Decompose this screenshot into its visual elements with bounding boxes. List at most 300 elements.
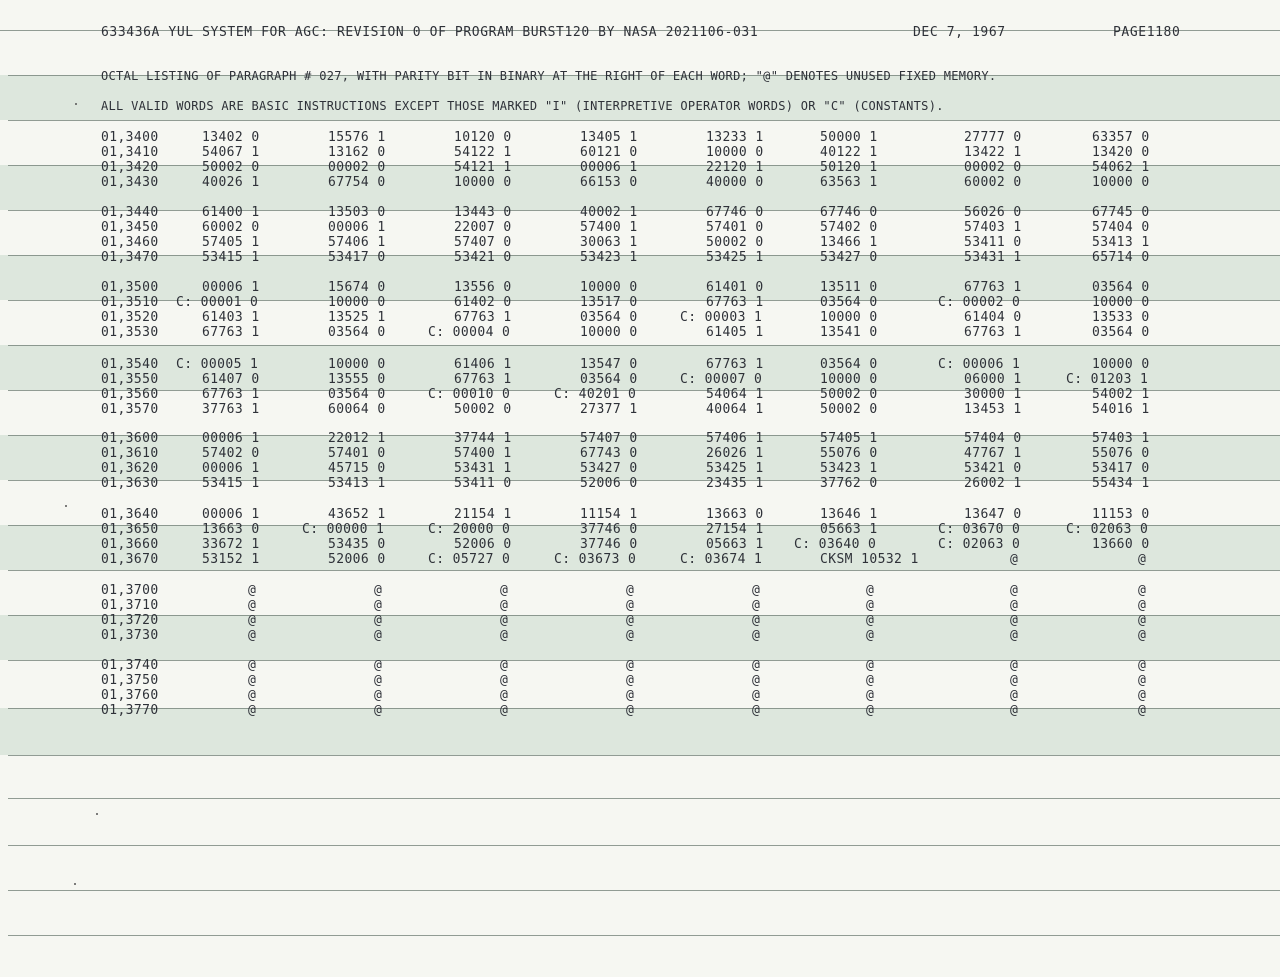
memory-word: 23435 1	[706, 476, 764, 491]
memory-word: 13663 0	[706, 507, 764, 522]
memory-word: C: 20000 0	[428, 522, 511, 537]
memory-word: @	[374, 628, 383, 643]
listing-row	[0, 673, 1280, 688]
memory-word: @	[1010, 552, 1019, 567]
memory-word: 61403 1	[202, 310, 260, 325]
memory-word: 53427 0	[580, 461, 638, 476]
row-address: 01,3600	[101, 431, 159, 446]
memory-word: 53411 0	[964, 235, 1022, 250]
memory-word: 57405 1	[820, 431, 878, 446]
row-address: 01,3620	[101, 461, 159, 476]
memory-word: 26002 1	[964, 476, 1022, 491]
paper-speck	[96, 813, 98, 815]
description-line-1: OCTAL LISTING OF PARAGRAPH # 027, WITH PARITY BIT IN BINARY AT THE RIGHT OF EACH WORD; "@" DENOTES UNUSED FIXED MEMORY.	[101, 69, 997, 83]
memory-word: 57406 1	[706, 431, 764, 446]
listing-row	[0, 431, 1280, 446]
memory-word: @	[866, 628, 875, 643]
listing-row	[0, 235, 1280, 250]
row-address: 01,3710	[101, 598, 159, 613]
memory-word: 00006 1	[202, 507, 260, 522]
memory-word: 45715 0	[328, 461, 386, 476]
memory-word: @	[248, 658, 257, 673]
memory-word: 61404 0	[964, 310, 1022, 325]
row-address: 01,3540	[101, 357, 159, 372]
memory-word: @	[500, 613, 509, 628]
memory-word: @	[752, 688, 761, 703]
memory-word: 53421 0	[454, 250, 512, 265]
listing-row	[0, 446, 1280, 461]
row-address: 01,3420	[101, 160, 159, 175]
memory-word: 33672 1	[202, 537, 260, 552]
memory-word: @	[248, 613, 257, 628]
row-address: 01,3560	[101, 387, 159, 402]
memory-word: 57401 0	[706, 220, 764, 235]
listing-row	[0, 628, 1280, 643]
memory-word: @	[626, 583, 635, 598]
memory-word: 61400 1	[202, 205, 260, 220]
memory-word: 67763 1	[202, 325, 260, 340]
memory-word: 10000 0	[1092, 175, 1150, 190]
memory-word: 67745 0	[1092, 205, 1150, 220]
memory-word: @	[866, 673, 875, 688]
listing-row	[0, 310, 1280, 325]
ruling-line	[8, 890, 1280, 891]
memory-word: CKSM 10532 1	[820, 552, 919, 567]
row-address: 01,3470	[101, 250, 159, 265]
memory-word: 13660 0	[1092, 537, 1150, 552]
memory-word: @	[374, 583, 383, 598]
listing-row	[0, 145, 1280, 160]
memory-word: 53417 0	[1092, 461, 1150, 476]
listing-row	[0, 325, 1280, 340]
memory-word: 57407 0	[580, 431, 638, 446]
memory-word: @	[248, 628, 257, 643]
memory-word: @	[1138, 613, 1147, 628]
memory-word: @	[248, 673, 257, 688]
memory-word: @	[1138, 703, 1147, 718]
memory-word: @	[626, 688, 635, 703]
memory-word: 63357 0	[1092, 130, 1150, 145]
listing-date: DEC 7, 1967	[913, 25, 1006, 40]
memory-word: @	[374, 613, 383, 628]
memory-word: 56026 0	[964, 205, 1022, 220]
memory-word: 10000 0	[328, 357, 386, 372]
ruling-line	[8, 935, 1280, 936]
memory-word: 57400 1	[454, 446, 512, 461]
memory-word: 00006 1	[202, 461, 260, 476]
memory-word: 40002 1	[580, 205, 638, 220]
memory-word: 37763 1	[202, 402, 260, 417]
memory-word: 50002 0	[454, 402, 512, 417]
memory-word: @	[752, 703, 761, 718]
listing-row	[0, 175, 1280, 190]
memory-word: 66153 0	[580, 175, 638, 190]
ruling-line	[8, 798, 1280, 799]
memory-word: 67743 0	[580, 446, 638, 461]
memory-word: 00006 1	[328, 220, 386, 235]
row-address: 01,3430	[101, 175, 159, 190]
memory-word: C: 00010 0	[428, 387, 511, 402]
memory-word: 13547 0	[580, 357, 638, 372]
memory-word: 03564 0	[328, 325, 386, 340]
memory-word: 67763 1	[202, 387, 260, 402]
memory-word: C: 00001 0	[176, 295, 259, 310]
memory-word: 61405 1	[706, 325, 764, 340]
memory-word: 57405 1	[202, 235, 260, 250]
memory-word: 67763 1	[454, 310, 512, 325]
memory-word: @	[752, 628, 761, 643]
memory-word: 52006 0	[454, 537, 512, 552]
ruling-line	[8, 570, 1280, 571]
memory-word: 05663 1	[820, 522, 878, 537]
memory-word: C: 00004 0	[428, 325, 511, 340]
row-address: 01,3640	[101, 507, 159, 522]
memory-word: 67763 1	[706, 295, 764, 310]
memory-word: 50002 0	[706, 235, 764, 250]
memory-word: C: 00003 1	[680, 310, 763, 325]
memory-word: 53413 1	[1092, 235, 1150, 250]
memory-word: 63563 1	[820, 175, 878, 190]
memory-word: @	[626, 658, 635, 673]
memory-word: 57404 0	[1092, 220, 1150, 235]
listing-row	[0, 205, 1280, 220]
memory-word: C: 02063 0	[1066, 522, 1149, 537]
memory-word: 11153 0	[1092, 507, 1150, 522]
row-address: 01,3730	[101, 628, 159, 643]
memory-word: C: 01203 1	[1066, 372, 1149, 387]
row-address: 01,3400	[101, 130, 159, 145]
memory-word: 15674 0	[328, 280, 386, 295]
memory-word: 22007 0	[454, 220, 512, 235]
memory-word: @	[752, 613, 761, 628]
memory-word: 40026 1	[202, 175, 260, 190]
memory-word: 53423 1	[820, 461, 878, 476]
memory-word: 03564 0	[328, 387, 386, 402]
memory-word: @	[1138, 598, 1147, 613]
ruling-line	[8, 345, 1280, 346]
memory-word: @	[500, 628, 509, 643]
memory-word: 57402 0	[202, 446, 260, 461]
memory-word: 57406 1	[328, 235, 386, 250]
memory-word: 37746 0	[580, 522, 638, 537]
memory-word: 61402 0	[454, 295, 512, 310]
listing-row	[0, 295, 1280, 310]
memory-word: 37744 1	[454, 431, 512, 446]
memory-word: @	[866, 658, 875, 673]
memory-word: 13162 0	[328, 145, 386, 160]
memory-word: 50120 1	[820, 160, 878, 175]
memory-word: 03564 0	[580, 372, 638, 387]
listing-row	[0, 507, 1280, 522]
memory-word: C: 05727 0	[428, 552, 511, 567]
listing-row	[0, 387, 1280, 402]
memory-word: 03564 0	[1092, 280, 1150, 295]
memory-word: @	[1010, 658, 1019, 673]
memory-word: 03564 0	[580, 310, 638, 325]
row-address: 01,3450	[101, 220, 159, 235]
memory-word: 65714 0	[1092, 250, 1150, 265]
memory-word: 13556 0	[454, 280, 512, 295]
memory-word: 57401 0	[328, 446, 386, 461]
row-address: 01,3410	[101, 145, 159, 160]
memory-word: 10000 0	[580, 325, 638, 340]
memory-word: 53417 0	[328, 250, 386, 265]
memory-word: @	[248, 688, 257, 703]
memory-word: 00006 1	[580, 160, 638, 175]
memory-word: 13533 0	[1092, 310, 1150, 325]
memory-word: @	[752, 583, 761, 598]
row-address: 01,3520	[101, 310, 159, 325]
memory-word: 61406 1	[454, 357, 512, 372]
memory-word: @	[1010, 673, 1019, 688]
memory-word: @	[500, 703, 509, 718]
memory-word: 53413 1	[328, 476, 386, 491]
memory-word: 40064 1	[706, 402, 764, 417]
row-address: 01,3660	[101, 537, 159, 552]
memory-word: @	[500, 583, 509, 598]
memory-word: C: 02063 0	[938, 537, 1021, 552]
memory-word: 67746 0	[706, 205, 764, 220]
memory-word: @	[626, 673, 635, 688]
memory-word: 13233 1	[706, 130, 764, 145]
memory-word: 13453 1	[964, 402, 1022, 417]
memory-word: 54064 1	[706, 387, 764, 402]
memory-word: 53427 0	[820, 250, 878, 265]
memory-word: 27377 1	[580, 402, 638, 417]
memory-word: @	[1138, 552, 1147, 567]
row-address: 01,3530	[101, 325, 159, 340]
memory-word: @	[500, 688, 509, 703]
memory-word: 53431 1	[454, 461, 512, 476]
memory-word: @	[752, 598, 761, 613]
memory-word: C: 03673 0	[554, 552, 637, 567]
memory-word: 53435 0	[328, 537, 386, 552]
memory-word: @	[626, 703, 635, 718]
row-address: 01,3670	[101, 552, 159, 567]
row-address: 01,3570	[101, 402, 159, 417]
memory-word: 13517 0	[580, 295, 638, 310]
memory-word: 54121 1	[454, 160, 512, 175]
row-address: 01,3610	[101, 446, 159, 461]
memory-word: 10000 0	[328, 295, 386, 310]
memory-word: 13466 1	[820, 235, 878, 250]
memory-word: 15576 1	[328, 130, 386, 145]
memory-word: @	[374, 688, 383, 703]
memory-word: @	[248, 703, 257, 718]
memory-word: 67754 0	[328, 175, 386, 190]
memory-word: @	[866, 703, 875, 718]
memory-word: @	[1010, 598, 1019, 613]
listing-row	[0, 250, 1280, 265]
memory-word: 13525 1	[328, 310, 386, 325]
memory-word: C: 00005 1	[176, 357, 259, 372]
listing-row	[0, 583, 1280, 598]
memory-word: 67763 1	[964, 325, 1022, 340]
memory-word: C: 40201 0	[554, 387, 637, 402]
memory-word: 54002 1	[1092, 387, 1150, 402]
memory-word: @	[626, 598, 635, 613]
row-address: 01,3440	[101, 205, 159, 220]
memory-word: 52006 0	[328, 552, 386, 567]
listing-row	[0, 402, 1280, 417]
memory-word: @	[374, 673, 383, 688]
memory-word: 54122 1	[454, 145, 512, 160]
row-address: 01,3700	[101, 583, 159, 598]
memory-word: @	[1138, 628, 1147, 643]
memory-word: @	[500, 658, 509, 673]
memory-word: @	[374, 598, 383, 613]
memory-word: @	[752, 658, 761, 673]
memory-word: 13420 0	[1092, 145, 1150, 160]
row-address: 01,3720	[101, 613, 159, 628]
memory-word: @	[1010, 583, 1019, 598]
memory-word: C: 00007 0	[680, 372, 763, 387]
memory-word: 00006 1	[202, 280, 260, 295]
memory-word: C: 00000 1	[302, 522, 385, 537]
page-number: PAGE1180	[1113, 25, 1181, 40]
memory-word: @	[866, 583, 875, 598]
paper-speck	[75, 103, 77, 105]
listing-row	[0, 372, 1280, 387]
memory-word: 13663 0	[202, 522, 260, 537]
memory-word: 13402 0	[202, 130, 260, 145]
listing-row	[0, 476, 1280, 491]
memory-word: 60002 0	[202, 220, 260, 235]
memory-word: 67763 1	[454, 372, 512, 387]
paper-speck	[74, 883, 76, 885]
memory-word: 03564 0	[1092, 325, 1150, 340]
memory-word: @	[866, 598, 875, 613]
memory-word: 13511 0	[820, 280, 878, 295]
memory-word: 27154 1	[706, 522, 764, 537]
memory-word: 55434 1	[1092, 476, 1150, 491]
row-address: 01,3500	[101, 280, 159, 295]
memory-word: 40122 1	[820, 145, 878, 160]
memory-word: 53425 1	[706, 461, 764, 476]
ruling-line	[8, 845, 1280, 846]
memory-word: C: 00002 0	[938, 295, 1021, 310]
memory-word: 13541 0	[820, 325, 878, 340]
memory-word: @	[1138, 658, 1147, 673]
memory-word: 00006 1	[202, 431, 260, 446]
memory-word: @	[500, 673, 509, 688]
listing-row	[0, 552, 1280, 567]
listing-row	[0, 703, 1280, 718]
memory-word: 53421 0	[964, 461, 1022, 476]
memory-word: 37762 0	[820, 476, 878, 491]
memory-word: @	[1138, 688, 1147, 703]
memory-word: 10000 0	[1092, 357, 1150, 372]
memory-word: 53152 1	[202, 552, 260, 567]
memory-word: 53431 1	[964, 250, 1022, 265]
memory-word: 60121 0	[580, 145, 638, 160]
memory-word: 57400 1	[580, 220, 638, 235]
listing-row	[0, 658, 1280, 673]
memory-word: 11154 1	[580, 507, 638, 522]
memory-word: 60064 0	[328, 402, 386, 417]
memory-word: 55076 0	[1092, 446, 1150, 461]
row-address: 01,3740	[101, 658, 159, 673]
memory-word: 22012 1	[328, 431, 386, 446]
memory-word: 26026 1	[706, 446, 764, 461]
row-address: 01,3770	[101, 703, 159, 718]
memory-word: 50002 0	[202, 160, 260, 175]
row-address: 01,3550	[101, 372, 159, 387]
memory-word: 06000 1	[964, 372, 1022, 387]
memory-word: C: 03674 1	[680, 552, 763, 567]
memory-word: @	[866, 688, 875, 703]
memory-word: 10000 0	[580, 280, 638, 295]
listing-row	[0, 522, 1280, 537]
memory-word: @	[626, 628, 635, 643]
memory-word: @	[1010, 703, 1019, 718]
memory-word: 52006 0	[580, 476, 638, 491]
memory-word: 27777 0	[964, 130, 1022, 145]
memory-word: 53425 1	[706, 250, 764, 265]
memory-word: @	[626, 613, 635, 628]
memory-word: 50000 1	[820, 130, 878, 145]
memory-word: 54016 1	[1092, 402, 1150, 417]
listing-row	[0, 598, 1280, 613]
memory-word: C: 00006 1	[938, 357, 1021, 372]
listing-row	[0, 160, 1280, 175]
row-address: 01,3760	[101, 688, 159, 703]
listing-row	[0, 280, 1280, 295]
memory-word: 10000 0	[1092, 295, 1150, 310]
memory-word: 40000 0	[706, 175, 764, 190]
row-address: 01,3630	[101, 476, 159, 491]
listing-row	[0, 220, 1280, 235]
memory-word: @	[374, 703, 383, 718]
memory-word: 54067 1	[202, 145, 260, 160]
memory-word: 60002 0	[964, 175, 1022, 190]
memory-word: 50002 0	[820, 402, 878, 417]
memory-word: @	[752, 673, 761, 688]
memory-word: 22120 1	[706, 160, 764, 175]
memory-word: 53415 1	[202, 476, 260, 491]
listing-row	[0, 688, 1280, 703]
memory-word: 67763 1	[964, 280, 1022, 295]
memory-word: 54062 1	[1092, 160, 1150, 175]
listing-title: 633436A YUL SYSTEM FOR AGC: REVISION 0 OF PROGRAM BURST120 BY NASA 2021106-031	[101, 25, 759, 40]
memory-word: 67746 0	[820, 205, 878, 220]
memory-word: 03564 0	[820, 357, 878, 372]
memory-word: 57402 0	[820, 220, 878, 235]
memory-word: @	[248, 583, 257, 598]
row-address: 01,3510	[101, 295, 159, 310]
memory-word: @	[1010, 628, 1019, 643]
memory-word: 13647 0	[964, 507, 1022, 522]
memory-word: 61407 0	[202, 372, 260, 387]
memory-word: C: 03640 0	[794, 537, 877, 552]
memory-word: 47767 1	[964, 446, 1022, 461]
memory-word: 13422 1	[964, 145, 1022, 160]
memory-word: 57403 1	[1092, 431, 1150, 446]
memory-word: @	[1010, 688, 1019, 703]
memory-word: 13443 0	[454, 205, 512, 220]
memory-word: 43652 1	[328, 507, 386, 522]
memory-word: @	[374, 658, 383, 673]
listing-row	[0, 461, 1280, 476]
memory-word: 30000 1	[964, 387, 1022, 402]
memory-word: 13555 0	[328, 372, 386, 387]
memory-word: 57403 1	[964, 220, 1022, 235]
memory-word: 57404 0	[964, 431, 1022, 446]
listing-row	[0, 613, 1280, 628]
memory-word: 13503 0	[328, 205, 386, 220]
memory-word: 30063 1	[580, 235, 638, 250]
memory-word: @	[1138, 673, 1147, 688]
